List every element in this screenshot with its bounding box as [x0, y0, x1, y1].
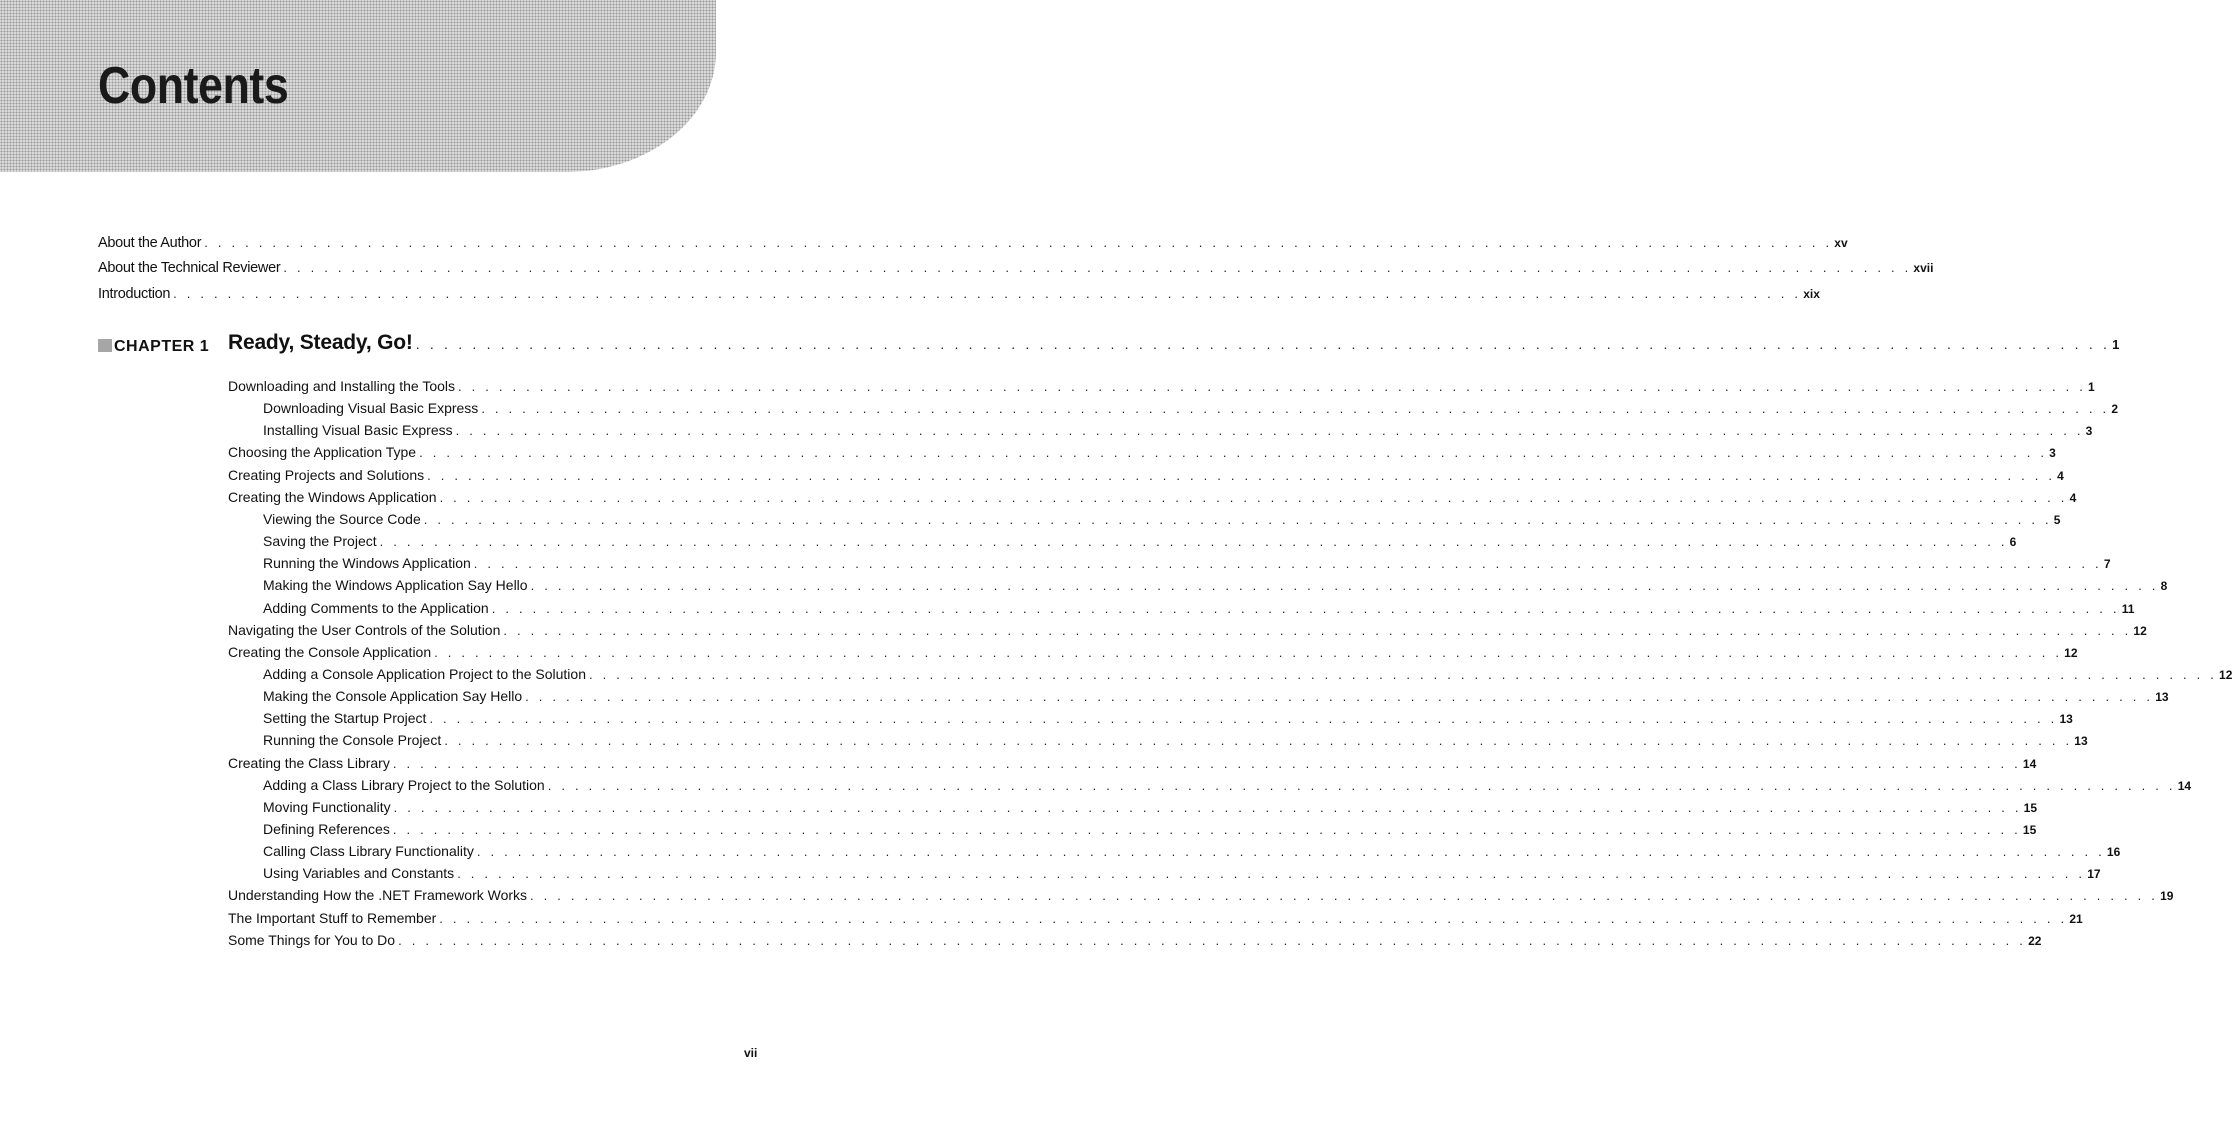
toc-entry-title: Downloading and Installing the Tools [228, 378, 456, 394]
toc-entry-page: 14 [2022, 757, 2037, 771]
toc-entry-title: Understanding How the .NET Framework Works [228, 887, 528, 903]
toc-entry-page: 14 [2177, 779, 2192, 793]
toc-entry-page: 13 [2155, 690, 2169, 704]
toc-entry-title: Defining References [263, 821, 390, 837]
toc-entry-page: 1 [2088, 380, 2095, 394]
toc-entry-page: xv [1834, 236, 1848, 250]
dot-leader: . . . . . . . . . . . . . . . . . . . . . . . . . . . . . . . . . . . . . . . . . . . . . . . . . . . . . . . . . . . . . . . . . . . . . . . . . . . . . . . . . . . . . . . . . . . . . . . . . . . . . . . . . . . . . . . . . . . . . . . . [415, 336, 2111, 352]
toc-entry-title: Downloading Visual Basic Express [263, 400, 479, 416]
toc-section-entry[interactable] [228, 621, 2147, 640]
toc-subsection-entry[interactable] [263, 709, 2073, 728]
dot-leader: . . . . . . . . . . . . . . . . . . . . . . . . . . . . . . . . . . . . . . . . . . . . . . . . . . . . . . . . . . . . . . . . . . . . . . . . . . . . . . . . . . . . . . . . . . . . . . . . . . . . . . . . . . . . . . . . . . . . . . . . [392, 822, 2021, 837]
toc-entry-page: 12 [2219, 668, 2232, 682]
dot-leader: . . . . . . . . . . . . . . . . . . . . . . . . . . . . . . . . . . . . . . . . . . . . . . . . . . . . . . . . . . . . . . . . . . . . . . . . . . . . . . . . . . . . . . . . . . . . . . . . . . . . . . . . . . . . . . . . . . . . . . . . [398, 933, 2027, 948]
toc-subsection-entry[interactable] [263, 510, 2061, 529]
toc-entry-title: Creating the Windows Application [228, 489, 437, 505]
dot-leader: . . . . . . . . . . . . . . . . . . . . . . . . . . . . . . . . . . . . . . . . . . . . . . . . . . . . . . . . . . . . . . . . . . . . . . . . . . . . . . . . . . . . . . . . . . . . . . . . . . . . . . . . . . . . . . . . . . . . . . . . [283, 260, 1912, 275]
toc-entry-page: 3 [2085, 424, 2093, 438]
toc-entry-title: Installing Visual Basic Express [263, 422, 453, 438]
toc-subsection-entry[interactable] [263, 687, 2169, 706]
toc-subsection-entry[interactable] [263, 665, 2232, 684]
dot-leader: . . . . . . . . . . . . . . . . . . . . . . . . . . . . . . . . . . . . . . . . . . . . . . . . . . . . . . . . . . . . . . . . . . . . . . . . . . . . . . . . . . . . . . . . . . . . . . . . . . . . . . . . . . . . . . . . . . . . . . . . [589, 667, 2218, 682]
toc-entry-title: Running the Console Project [263, 732, 442, 748]
toc-entry-title: Moving Functionality [263, 799, 391, 815]
toc-entry-page: 12 [2064, 646, 2078, 660]
dot-leader: . . . . . . . . . . . . . . . . . . . . . . . . . . . . . . . . . . . . . . . . . . . . . . . . . . . . . . . . . . . . . . . . . . . . . . . . . . . . . . . . . . . . . . . . . . . . . . . . . . . . . . . . . . . . . . . . . . . . . . . . [457, 866, 2086, 881]
toc-entry-page: 4 [2069, 491, 2077, 505]
toc-subsection-entry[interactable] [263, 554, 2111, 573]
toc-section-entry[interactable] [228, 466, 2064, 485]
toc-section-entry[interactable] [228, 377, 2095, 396]
toc-entry-page: 21 [2069, 912, 2083, 926]
toc-subsection-entry[interactable] [263, 532, 2017, 551]
toc-subsection-entry[interactable] [263, 798, 2038, 817]
toc-entry-title: Running the Windows Application [263, 555, 471, 571]
dot-leader: . . . . . . . . . . . . . . . . . . . . . . . . . . . . . . . . . . . . . . . . . . . . . . . . . . . . . . . . . . . . . . . . . . . . . . . . . . . . . . . . . . . . . . . . . . . . . . . . . . . . . . . . . . . . . . . . . . . . . . . . [503, 623, 2132, 638]
toc-entry-title: Making the Windows Application Say Hello [263, 577, 528, 593]
page-title: Contents [98, 57, 289, 115]
dot-leader: . . . . . . . . . . . . . . . . . . . . . . . . . . . . . . . . . . . . . . . . . . . . . . . . . . . . . . . . . . . . . . . . . . . . . . . . . . . . . . . . . . . . . . . . . . . . . . . . . . . . . . . . . . . . . . . . . . . . . . . . [439, 911, 2068, 926]
toc-entry-title: Using Variables and Constants [263, 865, 455, 881]
toc-entry-title: Creating the Console Application [228, 644, 432, 660]
toc-section-entry[interactable] [228, 886, 2174, 905]
toc-entry-page: 4 [2057, 469, 2064, 483]
toc-entry-page: 1 [2112, 337, 2120, 352]
chapter-label [98, 336, 209, 358]
toc-entry-title: Creating the Class Library [228, 755, 390, 771]
dot-leader: . . . . . . . . . . . . . . . . . . . . . . . . . . . . . . . . . . . . . . . . . . . . . . . . . . . . . . . . . . . . . . . . . . . . . . . . . . . . . . . . . . . . . . . . . . . . . . . . . . . . . . . . . . . . . . . . . . . . . . . . [530, 578, 2159, 593]
toc-subsection-entry[interactable] [263, 864, 2101, 883]
toc-entry-title: About the Technical Reviewer [98, 260, 281, 276]
toc-entry-title: Introduction [98, 286, 171, 302]
toc-section-entry[interactable] [228, 931, 2042, 950]
toc-entry-title: Adding Comments to the Application [263, 600, 489, 616]
toc-entry-page: 12 [2133, 624, 2147, 638]
toc-section-entry[interactable] [228, 643, 2078, 662]
toc-subsection-entry[interactable] [263, 731, 2088, 750]
dot-leader: . . . . . . . . . . . . . . . . . . . . . . . . . . . . . . . . . . . . . . . . . . . . . . . . . . . . . . . . . . . . . . . . . . . . . . . . . . . . . . . . . . . . . . . . . . . . . . . . . . . . . . . . . . . . . . . . . . . . . . . . [429, 711, 2058, 726]
toc-entry-page: 15 [2023, 801, 2038, 815]
toc-entry-title: Setting the Startup Project [263, 710, 427, 726]
toc-entry-title: Ready, Steady, Go! [228, 331, 413, 354]
toc-entry-page: 7 [2103, 557, 2111, 571]
dot-leader: . . . . . . . . . . . . . . . . . . . . . . . . . . . . . . . . . . . . . . . . . . . . . . . . . . . . . . . . . . . . . . . . . . . . . . . . . . . . . . . . . . . . . . . . . . . . . . . . . . . . . . . . . . . . . . . . . . . . . . . . [392, 756, 2021, 771]
dot-leader: . . . . . . . . . . . . . . . . . . . . . . . . . . . . . . . . . . . . . . . . . . . . . . . . . . . . . . . . . . . . . . . . . . . . . . . . . . . . . . . . . . . . . . . . . . . . . . . . . . . . . . . . . . . . . . . . . . . . . . . . [204, 235, 1833, 250]
toc-entry-page: xix [1803, 287, 1820, 301]
toc-entry-page: 6 [2009, 535, 2017, 549]
dot-leader: . . . . . . . . . . . . . . . . . . . . . . . . . . . . . . . . . . . . . . . . . . . . . . . . . . . . . . . . . . . . . . . . . . . . . . . . . . . . . . . . . . . . . . . . . . . . . . . . . . . . . . . . . . . . . . . . . . . . . . . . [173, 286, 1802, 301]
toc-entry-title: Navigating the User Controls of the Solution [228, 622, 501, 638]
toc-entry-page: 16 [2106, 845, 2121, 859]
toc-subsection-entry[interactable] [263, 399, 2119, 418]
dot-leader: . . . . . . . . . . . . . . . . . . . . . . . . . . . . . . . . . . . . . . . . . . . . . . . . . . . . . . . . . . . . . . . . . . . . . . . . . . . . . . . . . . . . . . . . . . . . . . . . . . . . . . . . . . . . . . . . . . . . . . . . [491, 601, 2120, 616]
toc-entry-page: 3 [2049, 446, 2056, 460]
toc-entry-page: 22 [2028, 934, 2042, 948]
chapter-label-text: CHAPTER 1 [114, 338, 210, 355]
toc-entry-page: 2 [2111, 402, 2119, 416]
toc-entry-title: Some Things for You to Do [228, 932, 396, 948]
toc-entry-page: 5 [2053, 513, 2061, 527]
dot-leader: . . . . . . . . . . . . . . . . . . . . . . . . . . . . . . . . . . . . . . . . . . . . . . . . . . . . . . . . . . . . . . . . . . . . . . . . . . . . . . . . . . . . . . . . . . . . . . . . . . . . . . . . . . . . . . . . . . . . . . . . [434, 645, 2063, 660]
toc-subsection-entry[interactable] [263, 842, 2121, 861]
dot-leader: . . . . . . . . . . . . . . . . . . . . . . . . . . . . . . . . . . . . . . . . . . . . . . . . . . . . . . . . . . . . . . . . . . . . . . . . . . . . . . . . . . . . . . . . . . . . . . . . . . . . . . . . . . . . . . . . . . . . . . . . [476, 844, 2105, 859]
front-matter-entry[interactable] [98, 285, 1820, 303]
toc-entry-title: About the Author [98, 235, 202, 251]
toc-entry-title: Choosing the Application Type [228, 444, 417, 460]
toc-entry-page: 17 [2087, 867, 2101, 881]
toc-entry-title: Adding a Class Library Project to the Solution [263, 777, 545, 793]
dot-leader: . . . . . . . . . . . . . . . . . . . . . . . . . . . . . . . . . . . . . . . . . . . . . . . . . . . . . . . . . . . . . . . . . . . . . . . . . . . . . . . . . . . . . . . . . . . . . . . . . . . . . . . . . . . . . . . . . . . . . . . . [444, 733, 2073, 748]
toc-entry-page: 13 [2074, 734, 2088, 748]
dot-leader: . . . . . . . . . . . . . . . . . . . . . . . . . . . . . . . . . . . . . . . . . . . . . . . . . . . . . . . . . . . . . . . . . . . . . . . . . . . . . . . . . . . . . . . . . . . . . . . . . . . . . . . . . . . . . . . . . . . . . . . . [458, 379, 2087, 394]
toc-entry-page: 19 [2160, 889, 2174, 903]
toc-subsection-entry[interactable] [263, 776, 2192, 795]
toc-section-entry[interactable] [228, 443, 2056, 462]
toc-entry-title: Making the Console Application Say Hello [263, 688, 523, 704]
dot-leader: . . . . . . . . . . . . . . . . . . . . . . . . . . . . . . . . . . . . . . . . . . . . . . . . . . . . . . . . . . . . . . . . . . . . . . . . . . . . . . . . . . . . . . . . . . . . . . . . . . . . . . . . . . . . . . . . . . . . . . . . [439, 490, 2068, 505]
dot-leader: . . . . . . . . . . . . . . . . . . . . . . . . . . . . . . . . . . . . . . . . . . . . . . . . . . . . . . . . . . . . . . . . . . . . . . . . . . . . . . . . . . . . . . . . . . . . . . . . . . . . . . . . . . . . . . . . . . . . . . . . [393, 800, 2022, 815]
dot-leader: . . . . . . . . . . . . . . . . . . . . . . . . . . . . . . . . . . . . . . . . . . . . . . . . . . . . . . . . . . . . . . . . . . . . . . . . . . . . . . . . . . . . . . . . . . . . . . . . . . . . . . . . . . . . . . . . . . . . . . . . [547, 778, 2176, 793]
toc-entry-page: 11 [2121, 602, 2135, 616]
dot-leader: . . . . . . . . . . . . . . . . . . . . . . . . . . . . . . . . . . . . . . . . . . . . . . . . . . . . . . . . . . . . . . . . . . . . . . . . . . . . . . . . . . . . . . . . . . . . . . . . . . . . . . . . . . . . . . . . . . . . . . . . [473, 556, 2102, 571]
toc-subsection-entry[interactable] [263, 599, 2135, 618]
toc-section-entry[interactable] [228, 754, 2037, 773]
page-number: vii [744, 1046, 758, 1060]
toc-subsection-entry[interactable] [263, 421, 2093, 440]
dot-leader: . . . . . . . . . . . . . . . . . . . . . . . . . . . . . . . . . . . . . . . . . . . . . . . . . . . . . . . . . . . . . . . . . . . . . . . . . . . . . . . . . . . . . . . . . . . . . . . . . . . . . . . . . . . . . . . . . . . . . . . . [419, 445, 2048, 460]
chapter-marker-icon [98, 339, 112, 352]
front-matter-entry[interactable] [98, 259, 1934, 277]
toc-entry-title: Viewing the Source Code [263, 511, 421, 527]
dot-leader: . . . . . . . . . . . . . . . . . . . . . . . . . . . . . . . . . . . . . . . . . . . . . . . . . . . . . . . . . . . . . . . . . . . . . . . . . . . . . . . . . . . . . . . . . . . . . . . . . . . . . . . . . . . . . . . . . . . . . . . . [427, 468, 2056, 483]
dot-leader: . . . . . . . . . . . . . . . . . . . . . . . . . . . . . . . . . . . . . . . . . . . . . . . . . . . . . . . . . . . . . . . . . . . . . . . . . . . . . . . . . . . . . . . . . . . . . . . . . . . . . . . . . . . . . . . . . . . . . . . . [455, 423, 2084, 438]
toc-section-entry[interactable] [228, 909, 2083, 928]
dot-leader: . . . . . . . . . . . . . . . . . . . . . . . . . . . . . . . . . . . . . . . . . . . . . . . . . . . . . . . . . . . . . . . . . . . . . . . . . . . . . . . . . . . . . . . . . . . . . . . . . . . . . . . . . . . . . . . . . . . . . . . . [481, 401, 2110, 416]
dot-leader: . . . . . . . . . . . . . . . . . . . . . . . . . . . . . . . . . . . . . . . . . . . . . . . . . . . . . . . . . . . . . . . . . . . . . . . . . . . . . . . . . . . . . . . . . . . . . . . . . . . . . . . . . . . . . . . . . . . . . . . . [530, 888, 2159, 903]
toc-entry-title: Adding a Console Application Project to the Solution [263, 666, 586, 682]
toc-entry-title: The Important Stuff to Remember [228, 910, 437, 926]
header-banner [0, 0, 716, 172]
toc-entry-page: 8 [2160, 579, 2168, 593]
toc-subsection-entry[interactable] [263, 820, 2037, 839]
dot-leader: . . . . . . . . . . . . . . . . . . . . . . . . . . . . . . . . . . . . . . . . . . . . . . . . . . . . . . . . . . . . . . . . . . . . . . . . . . . . . . . . . . . . . . . . . . . . . . . . . . . . . . . . . . . . . . . . . . . . . . . . [525, 689, 2154, 704]
toc-entry-title: Creating Projects and Solutions [228, 467, 425, 483]
toc-entry-page: 13 [2059, 712, 2073, 726]
toc-entry-title: Calling Class Library Functionality [263, 843, 474, 859]
dot-leader: . . . . . . . . . . . . . . . . . . . . . . . . . . . . . . . . . . . . . . . . . . . . . . . . . . . . . . . . . . . . . . . . . . . . . . . . . . . . . . . . . . . . . . . . . . . . . . . . . . . . . . . . . . . . . . . . . . . . . . . . [379, 534, 2008, 549]
front-matter-entry[interactable] [98, 234, 1848, 252]
dot-leader: . . . . . . . . . . . . . . . . . . . . . . . . . . . . . . . . . . . . . . . . . . . . . . . . . . . . . . . . . . . . . . . . . . . . . . . . . . . . . . . . . . . . . . . . . . . . . . . . . . . . . . . . . . . . . . . . . . . . . . . . [423, 512, 2052, 527]
chapter-title[interactable] [228, 331, 2120, 354]
toc-entry-title: Saving the Project [263, 533, 377, 549]
toc-entry-page: 15 [2022, 823, 2037, 837]
toc-entry-page: xvii [1913, 261, 1934, 275]
toc-subsection-entry[interactable] [263, 576, 2168, 595]
toc-section-entry[interactable] [228, 488, 2077, 507]
